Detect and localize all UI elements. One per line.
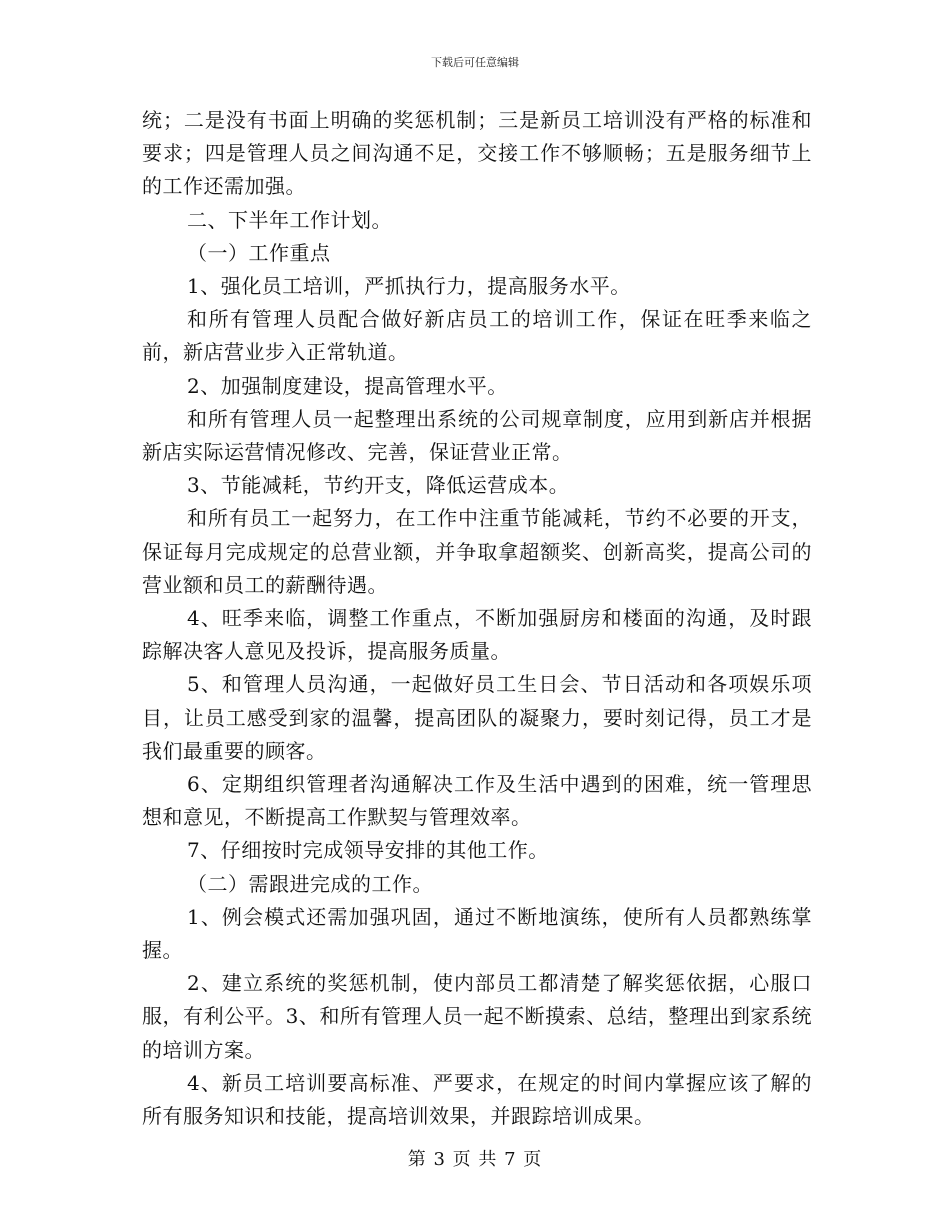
list-item: 7、仔细按时完成领导安排的其他工作。 [187,838,549,863]
paragraph: 和所有员工一起努力，在工作中注重节能减耗，节约不必要的开支，保证每月完成规定的总营业额，并争取拿超额奖、创新高奖，提高公司的营业额和员工的薪酬待遇。 [142,506,812,597]
list-item: 2、加强制度建设，提高管理水平。 [187,373,508,398]
section-heading: 二、下半年工作计划。 [187,207,392,232]
list-item: 2、建立系统的奖惩机制，使内部员工都清楚了解奖惩依据，心服口服，有利公平。3、和所有管理人员一起不断摸索、总结，整理出到家系统的培训方案。 [142,971,812,1062]
list-item: 1、例会模式还需加强巩固，通过不断地演练，使所有人员都熟练掌握。 [142,904,812,963]
list-item: 4、新员工培训要高标准、严要求，在规定的时间内掌握应该了解的所有服务知识和技能，提高培训效果，并跟踪培训成果。 [142,1070,812,1129]
subsection-heading: （一）工作重点 [187,240,331,265]
page-header: 下载后可任意编辑 [431,56,519,69]
list-item: 5、和管理人员沟通，一起做好员工生日会、节日活动和各项娱乐项目，让员工感受到家的温馨，提高团队的凝聚力，要时刻记得，员工才是我们最重要的顾客。 [142,672,812,763]
list-item: 3、节能减耗，节约开支，降低运营成本。 [187,473,570,498]
list-item: 4、旺季来临，调整工作重点，不断加强厨房和楼面的沟通，及时跟踪解决客人意见及投诉，提高服务质量。 [142,606,812,664]
page-footer: 第 3 页 共 7 页 [407,1149,543,1170]
list-item: 6、定期组织管理者沟通解决工作及生活中遇到的困难，统一管理思想和意见，不断提高工作默契与管理效率。 [142,772,812,830]
subsection-heading: （二）需跟进完成的工作。 [187,871,433,896]
document-body [142,104,812,1133]
list-item: 1、强化员工培训，严抓执行力，提高服务水平。 [187,274,631,299]
paragraph: 和所有管理人员一起整理出系统的公司规章制度，应用到新店并根据新店实际运营情况修改、完善，保证营业正常。 [142,406,812,465]
paragraph: 统；二是没有书面上明确的奖惩机制；三是新员工培训没有严格的标准和要求；四是管理人员之间沟通不足，交接工作不够顺畅；五是服务细节上的工作还需加强。 [142,108,812,199]
paragraph: 和所有管理人员配合做好新店员工的培训工作，保证在旺季来临之前，新店营业步入正常轨道。 [142,307,812,365]
